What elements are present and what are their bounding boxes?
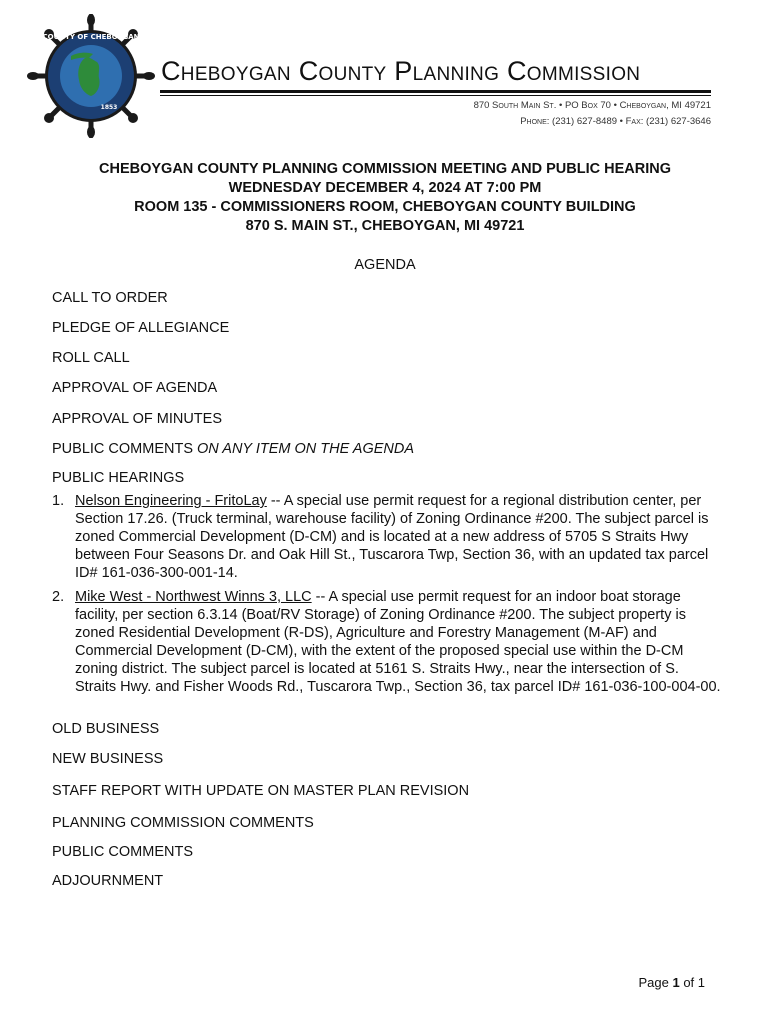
page-prefix: Page [638, 975, 673, 990]
item-approval-minutes: APPROVAL OF MINUTES [52, 411, 222, 427]
hearing-applicant: Mike West - Northwest Winns 3, LLC [75, 589, 312, 605]
page-current: 1 [672, 975, 680, 990]
seal-year-text: 1853 [100, 104, 118, 111]
hearing-number: 2. [52, 589, 65, 605]
item-old-business: OLD BUSINESS [52, 721, 160, 737]
item-new-business: NEW BUSINESS [52, 751, 164, 767]
meeting-room: ROOM 135 - COMMISSIONERS ROOM, CHEBOYGAN COUNTY BUILDING [134, 199, 636, 215]
meeting-heading [0, 160, 770, 236]
item-pledge: PLEDGE OF ALLEGIANCE [52, 320, 230, 336]
item-staff-report: STAFF REPORT WITH UPDATE ON MASTER PLAN REVISION [52, 783, 470, 799]
hearing-number: 1. [52, 493, 65, 509]
meeting-address: 870 S. MAIN ST., CHEBOYGAN, MI 49721 [245, 218, 525, 234]
item-commission-comments: PLANNING COMMISSION COMMENTS [52, 815, 314, 831]
item-public-comments [52, 441, 414, 457]
item-public-comments-2: PUBLIC COMMENTS [52, 844, 193, 860]
public-comments-qualifier: ON ANY ITEM ON THE AGENDA [197, 441, 415, 457]
public-comments-label: PUBLIC COMMENTS [52, 441, 193, 457]
item-call-to-order: CALL TO ORDER [52, 290, 168, 306]
item-public-hearings: PUBLIC HEARINGS [52, 470, 185, 486]
hearing-description: -- A special use permit request for a regional distribution center, per Section 17.26. (Truck terminal, warehouse facility) of Zoning Ordinance #200. The subject parcel is zoned Commercial Development (D-CM) and is located at a new address of 5705 S Straits Hwy between Four Seasons Dr. and Oak Hill St., Tuscarora Twp, Section 36, with an updated tax parcel ID# 161-036-300-001-14. [75, 493, 709, 581]
item-roll-call: ROLL CALL [52, 350, 130, 366]
organization-title: Cheboygan County Planning Commission [161, 56, 641, 86]
hearing-applicant: Nelson Engineering - FritoLay [75, 493, 267, 509]
agenda-heading: AGENDA [354, 257, 416, 273]
page-suffix: of 1 [679, 975, 705, 990]
letterhead [0, 0, 770, 150]
header-rule-thick [160, 90, 711, 93]
hearing-item [52, 588, 722, 696]
phone-fax-line: Phone: (231) 627-8489 • Fax: (231) 627-3646 [520, 116, 711, 127]
address-line: 870 South Main St. • PO Box 70 • Cheboygan, MI 49721 [473, 100, 711, 111]
hearing-description: -- A special use permit request for an indoor boat storage facility, per section 6.3.14 (Boat/RV Storage) of Zoning Ordinance #200. The subject property is zoned Residential Development (R-DS), Agriculture and Forestry Management (M-AF) and Commercial Development (D-CM), with the extent of the proposed special use within the D-CM zoning district. The subject parcel is located at 5161 S. Straits Hwy., near the intersection of S. Straits Hwy. and Fisher Woods Rd., Tuscarora Twp., Section 36, tax parcel ID# 161-036-100-004-00. [75, 589, 721, 695]
meeting-title: CHEBOYGAN COUNTY PLANNING COMMISSION MEETING AND PUBLIC HEARING [99, 161, 671, 177]
item-adjournment: ADJOURNMENT [52, 873, 164, 889]
seal-top-text: COUNTY OF CHEBOYGAN [42, 33, 140, 41]
item-approval-agenda: APPROVAL OF AGENDA [52, 380, 218, 396]
meeting-date: WEDNESDAY DECEMBER 4, 2024 AT 7:00 PM [228, 180, 542, 196]
header-rule-thin [160, 95, 711, 96]
hearing-item [52, 492, 722, 582]
page-number [638, 975, 705, 990]
county-seal-logo [27, 14, 155, 138]
